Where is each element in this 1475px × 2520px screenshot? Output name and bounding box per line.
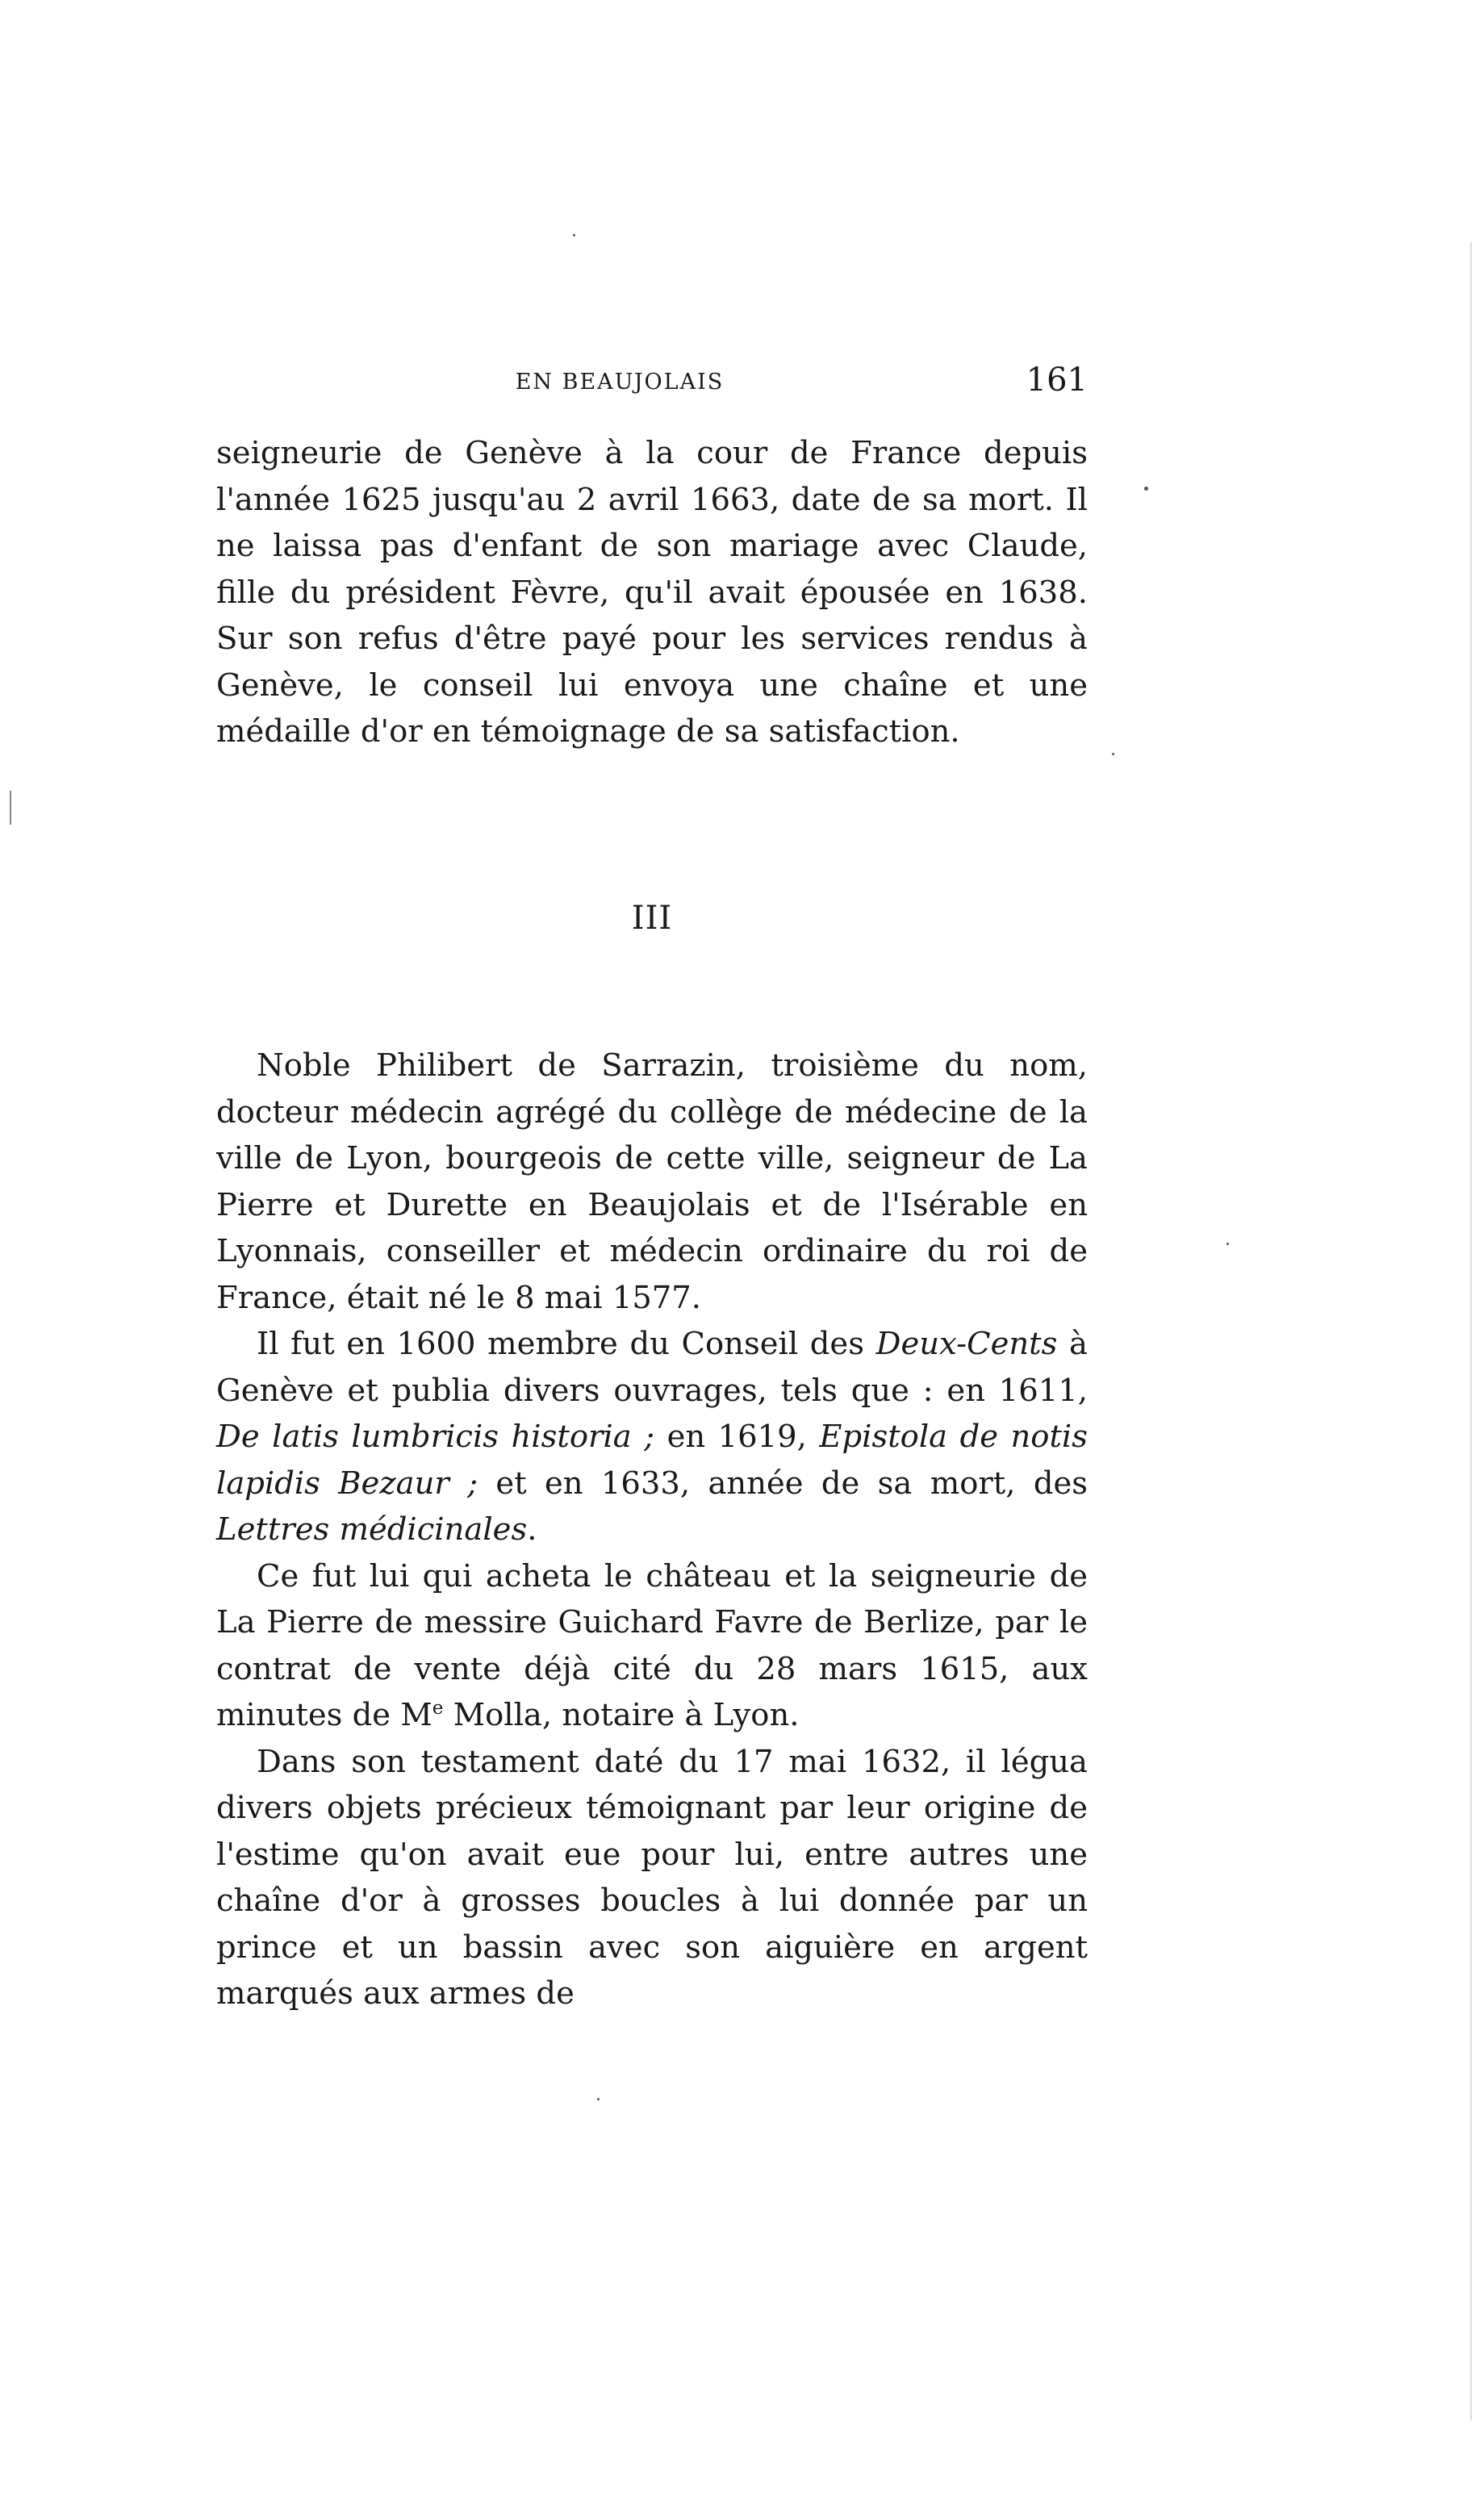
scan-edge-mark (1470, 242, 1472, 2421)
running-title: EN BEAUJOLAIS (515, 370, 725, 395)
paragraph-testament: Dans son testament daté du 17 mai 1632, il légua divers objets précieux témoignant par leur origine de l'estime qu'on avait eue pour lui, entre autres une chaîne d'or à grosses boucles à lui donnée par un prince et un bassin avec son aiguière en argent marqués aux armes de (216, 1743, 1088, 2012)
works-title-deux-cents: Deux-Cents (875, 1326, 1058, 1362)
paragraph-chateau (216, 1553, 1088, 1739)
paragraph-birth: Noble Philibert de Sarrazin, troisième du nom, docteur médecin agrégé du collège de médecine de la ville de Lyon, bourgeois de cette ville, seigneur de La Pierre et Durette en Beaujolais et de l'Isérable en Lyonnais, conseiller et médecin ordinaire du roi de France, était né le 8 mai 1577. (216, 1047, 1088, 1316)
paragraph-works (216, 1321, 1088, 1553)
works-title-historia: De latis lumbricis historia ; (216, 1419, 655, 1455)
scan-speck (1112, 753, 1114, 755)
works-title-epistola: Epistola de notis lapidis Bezaur ; (216, 1419, 1088, 1502)
continued-paragraph-block (216, 430, 1088, 755)
scan-speck (1226, 1243, 1229, 1245)
works-text-3: en 1619, (654, 1419, 820, 1455)
works-text-2: à Genève et publia divers ouvrages, tels que : en 1611, (216, 1326, 1088, 1409)
chateau-text-1: Ce fut lui qui acheta le château et la seigneurie de La Pierre de messire Guichard Favre de Berlize, par le contrat de vente déjà cité du 28 mars 1615, aux minutes de M (216, 1557, 1088, 1733)
scan-speck (597, 2098, 600, 2100)
works-text-1: Il fut en 1600 membre du Conseil des (257, 1326, 876, 1362)
section-body (216, 1043, 1088, 2017)
chateau-text-2: Molla, notaire à Lyon. (443, 1697, 800, 1733)
works-text-5: . (527, 1511, 537, 1548)
works-title-lettres: Lettres médicinales (216, 1511, 528, 1548)
running-head (216, 361, 1088, 410)
section-heading: III (631, 900, 673, 937)
continued-paragraph: seigneurie de Genève à la cour de France depuis l'année 1625 jusqu'au 2 avril 1663, date de sa mort. Il ne laissa pas d'enfant de son mariage avec Claude, fille du président Fèvre, qu'il avait épousée en 1638. Sur son refus d'être payé pour les services rendus à Genève, le conseil lui envoya une chaîne et une médaille d'or en témoignage de sa satisfaction. (216, 435, 1088, 750)
scan-speck (1144, 487, 1148, 491)
scan-edge-mark (10, 791, 11, 825)
maitre-superscript: e (432, 1698, 444, 1720)
scan-speck (573, 234, 575, 236)
works-text-4: et en 1633, année de sa mort, des (478, 1465, 1088, 1502)
page-number: 161 (1026, 361, 1088, 399)
